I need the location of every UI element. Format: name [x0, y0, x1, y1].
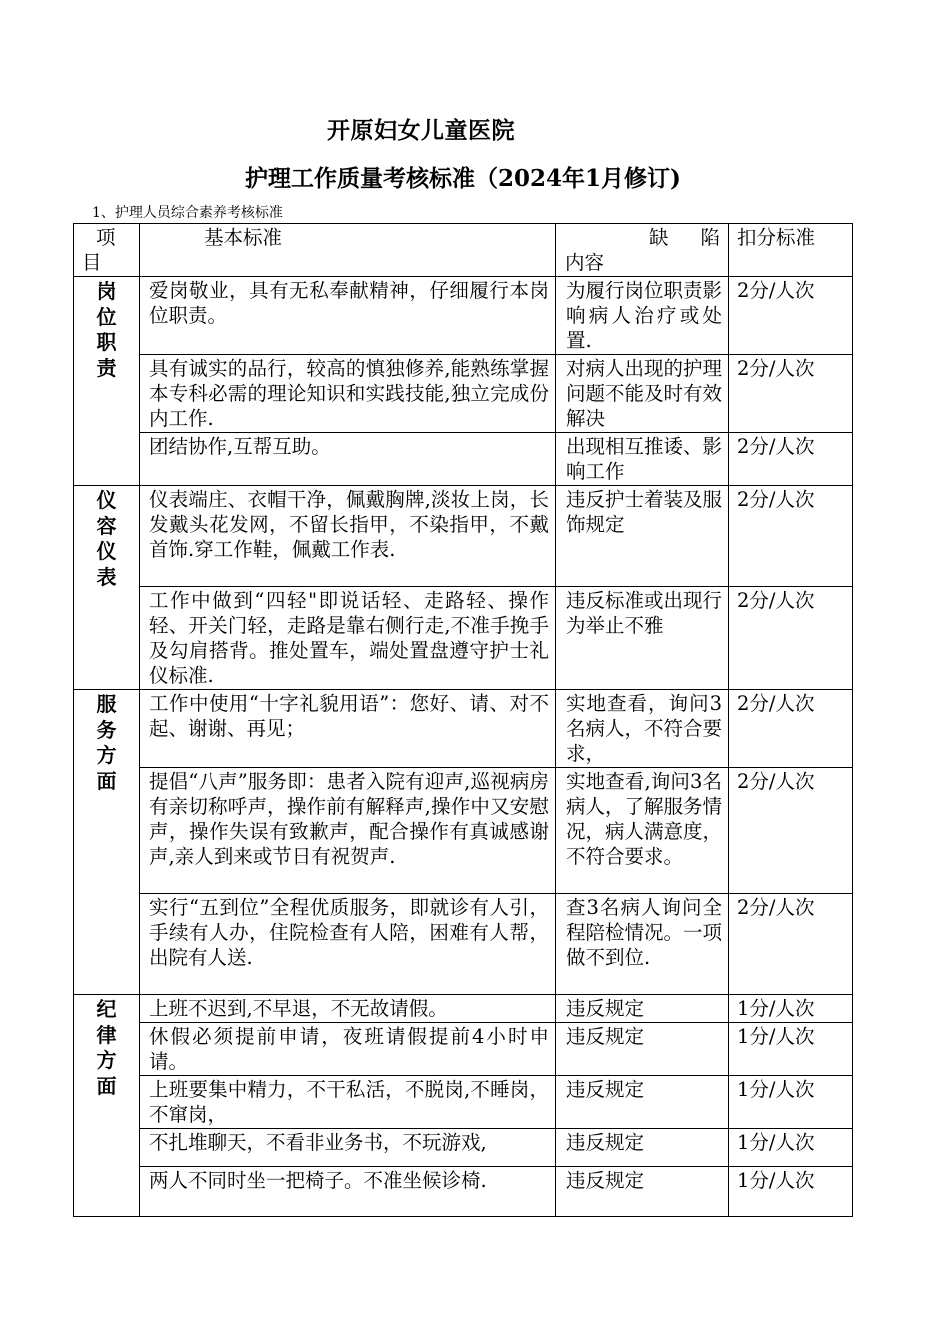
defect-cell: 出现相互推诿、影响工作 [556, 433, 729, 486]
standard-cell: 不扎堆聊天，不看非业务书，不玩游戏, [140, 1129, 556, 1167]
category-label: 服务方面 [96, 692, 117, 793]
assessment-table [73, 223, 853, 1217]
table-row [74, 486, 853, 587]
standard-cell: 上班要集中精力，不干私活，不脱岗,不睡岗，不窜岗， [140, 1076, 556, 1129]
category-label: 纪律方面 [96, 997, 117, 1098]
deduction-cell: 2分/人次 [729, 433, 853, 486]
header-item [74, 224, 140, 277]
table-row [74, 587, 853, 690]
header-standard: 基本标准 [140, 224, 556, 277]
table-row [74, 1023, 853, 1076]
category-cell [74, 486, 140, 690]
deduction-cell: 1分/人次 [729, 1167, 853, 1217]
table-row [74, 995, 853, 1023]
defect-cell: 违反规定 [556, 1023, 729, 1076]
table-row [74, 277, 853, 355]
defect-cell: 违反规定 [556, 1129, 729, 1167]
deduction-cell: 2分/人次 [729, 768, 853, 894]
defect-cell: 为履行岗位职责影响病人治疗或处置. [556, 277, 729, 355]
standard-cell: 两人不同时坐一把椅子。不准坐候诊椅. [140, 1167, 556, 1217]
defect-cell: 违反规定 [556, 1076, 729, 1129]
standard-cell: 提倡“八声”服务即：患者入院有迎声,巡视病房有亲切称呼声，操作前有解释声,操作中又安慰声，操作失误有致歉声，配合操作有真诚感谢声,亲人到来或节日有祝贺声. [140, 768, 556, 894]
deduction-cell: 2分/人次 [729, 355, 853, 433]
standard-cell: 爱岗敬业，具有无私奉献精神，仔细履行本岗位职责。 [140, 277, 556, 355]
defect-cell: 违反规定 [556, 1167, 729, 1217]
table-row [74, 1129, 853, 1167]
header-defect-line2: 内容 [565, 251, 605, 274]
standard-cell: 实行“五到位”全程优质服务，即就诊有人引，手续有人办，住院检查有人陪，困难有人帮，出院有人送. [140, 894, 556, 995]
standard-cell: 仪表端庄、衣帽干净，佩戴胸牌,淡妆上岗，长发戴头花发网，不留长指甲，不染指甲，不戴首饰.穿工作鞋，佩戴工作表. [140, 486, 556, 587]
hospital-name: 开原妇女儿童医院 [327, 117, 515, 144]
standard-cell: 上班不迟到,不早退，不无故请假。 [140, 995, 556, 1023]
category-cell [74, 690, 140, 995]
defect-cell: 对病人出现的护理问题不能及时有效解决 [556, 355, 729, 433]
defect-cell: 查3名病人询问全程陪检情况。一项做不到位. [556, 894, 729, 995]
category-label: 岗位职责 [96, 279, 117, 380]
table-row [74, 433, 853, 486]
category-cell [74, 995, 140, 1217]
table-row [74, 1076, 853, 1129]
standard-cell: 工作中使用“十字礼貌用语”：您好、请、对不起、谢谢、再见； [140, 690, 556, 768]
header-defect [556, 224, 729, 277]
defect-cell: 违反护士着装及服饰规定 [556, 486, 729, 587]
table-row [74, 768, 853, 894]
table-row [74, 1167, 853, 1217]
table-header-row [74, 224, 853, 277]
deduction-cell: 2分/人次 [729, 486, 853, 587]
deduction-cell: 2分/人次 [729, 690, 853, 768]
defect-cell: 违反标准或出现行为举止不雅 [556, 587, 729, 690]
document-title: 护理工作质量考核标准（2024年1月修订) [245, 165, 681, 192]
deduction-cell: 1分/人次 [729, 995, 853, 1023]
deduction-cell: 1分/人次 [729, 1076, 853, 1129]
header-defect-char1: 缺 [648, 226, 669, 249]
standard-cell: 具有诚实的品行，较高的慎独修养,能熟练掌握本专科必需的理论知识和实践技能,独立完成份内工作. [140, 355, 556, 433]
header-defect-char2: 陷 [700, 226, 720, 249]
standard-cell: 团结协作,互帮互助。 [140, 433, 556, 486]
table-row [74, 690, 853, 768]
header-item-line2: 目 [82, 251, 102, 274]
header-deduction: 扣分标准 [729, 224, 853, 277]
standard-cell: 休假必须提前申请，夜班请假提前4小时申请。 [140, 1023, 556, 1076]
deduction-cell: 2分/人次 [729, 277, 853, 355]
deduction-cell: 2分/人次 [729, 894, 853, 995]
standard-cell: 工作中做到“四轻"即说话轻、走路轻、操作轻、开关门轻，走路是靠右侧行走,不准手挽手及勾肩搭背。推处置车，端处置盘遵守护士礼仪标准. [140, 587, 556, 690]
deduction-cell: 2分/人次 [729, 587, 853, 690]
deduction-cell: 1分/人次 [729, 1129, 853, 1167]
header-item-line1: 项 [96, 226, 116, 249]
defect-cell: 实地查看,询问3名病人，了解服务情况，病人满意度，不符合要求。 [556, 768, 729, 894]
category-label: 仪容仪表 [96, 488, 117, 589]
table-row [74, 894, 853, 995]
defect-cell: 违反规定 [556, 995, 729, 1023]
section-title: 1、护理人员综合素养考核标准 [92, 205, 283, 221]
category-cell [74, 277, 140, 486]
defect-cell: 实地查看，询问3名病人，不符合要求， [556, 690, 729, 768]
table-row [74, 355, 853, 433]
deduction-cell: 1分/人次 [729, 1023, 853, 1076]
